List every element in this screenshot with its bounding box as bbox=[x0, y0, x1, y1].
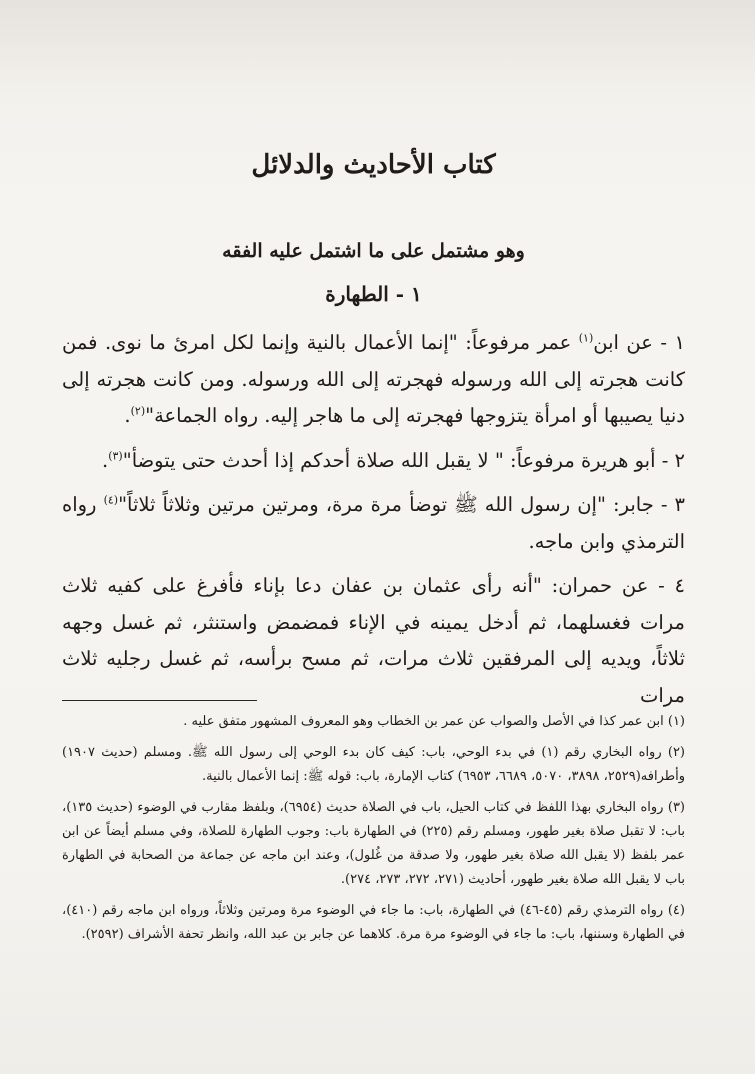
hadith-number: ٤ bbox=[674, 574, 685, 597]
hadith-number: ٣ bbox=[674, 493, 685, 516]
hadith-1 bbox=[62, 325, 685, 435]
hadith-text: عمر مرفوعاً: "إنما الأعمال بالنية وإنما لكل امرئ ما نوى. فمن كانت هجرته إلى الله ورسوله فهجرته إلى الله ورسوله. ومن كانت هجرته إلى دنيا يصيبها أو امرأة يتزوجها فهجرته إلى ما هاجر إليه. رواه الجماعة" bbox=[62, 331, 685, 427]
hadith-text: - أبو هريرة مرفوعاً: " لا يقبل الله صلاة أحدكم إذا أحدث حتى يتوضأ" bbox=[122, 448, 675, 472]
footnote-ref: (٣) bbox=[108, 449, 123, 462]
section-subtitle: وهو مشتمل على ما اشتمل عليه الفقه bbox=[222, 240, 525, 262]
hadith-text: - عن ابن bbox=[593, 331, 675, 354]
hadith-text: . bbox=[124, 404, 131, 427]
footnote-1: (١) ابن عمر كذا في الأصل والصواب عن عمر بن الخطاب وهو المعروف المشهور متفق عليه . bbox=[183, 714, 685, 729]
hadith-text: رواه الترمذي وابن ماجه. bbox=[62, 493, 685, 553]
footnote-ref: (١) bbox=[578, 331, 594, 345]
footnote-separator bbox=[62, 700, 257, 701]
hadith-number: ١ bbox=[674, 331, 685, 354]
footnote-ref: (٤) bbox=[103, 493, 119, 507]
footnote-4: (٤) رواه الترمذي رقم (٤٥-٤٦) في الطهارة، باب: ما جاء في الوضوء مرة ومرتين وثلاثاً، ورواه ابن ماجه رقم (٤١٠)، في الطهارة وسننها، باب: ما جاء في الوضوء مرة مرة. كلاهما عن جابر بن عبد الله، وانظر تحفة الأشراف (٢٥٩٢). bbox=[62, 903, 685, 942]
footnotes bbox=[62, 710, 685, 954]
hadith-text: - جابر: "إن رسول الله ﷺ توضأ مرة مرة، ومرتين مرتين وثلاثاً ثلاثاً" bbox=[118, 493, 675, 516]
footnote-2: (٢) رواه البخاري رقم (١) في بدء الوحي، باب: كيف كان بدء الوحي إلى رسول الله ﷺ. ومسلم (حديث ١٩٠٧) وأطرافه(٢٥٢٩، ٣٨٩٨، ٥٠٧٠، ٦٦٨٩، ٦٩٥٣) كتاب الإمارة، باب: قوله ﷺ: إنما الأعمال بالنية. bbox=[62, 745, 685, 784]
hadith-text: . bbox=[102, 448, 109, 472]
hadith-3 bbox=[62, 487, 685, 560]
chapter-heading: ١ - الطهارة bbox=[325, 282, 422, 306]
hadith-4 bbox=[62, 568, 685, 714]
hadith-2 bbox=[62, 443, 685, 480]
footnote-3: (٣) رواه البخاري بهذا اللفظ في كتاب الحيل، باب في الصلاة حديث (٦٩٥٤)، وبلفظ مقارب في الوضوء (حديث ١٣٥)، باب: لا تقبل صلاة بغير طهور، ومسلم رقم (٢٢٥) في الطهارة باب: وجوب الطهارة للصلاة، وفي مسلم أيضاً عن ابن عمر بلفظ (لا يقبل الله صلاة بغير طهور، ولا صدقة من غُلول)، وعند ابن ماجه عن جماعة من الصحابة في الطهارة باب لا يقبل الله صلاة بغير طهور، أحاديث (٢٧١، ٢٧٢، ٢٧٣، ٢٧٤). bbox=[62, 800, 685, 887]
show-through-shadow bbox=[0, 0, 755, 95]
footnote-ref: (٢) bbox=[130, 404, 146, 418]
book-title: كتاب الأحاديث والدلائل bbox=[251, 150, 496, 180]
hadith-list bbox=[62, 325, 685, 722]
hadith-text: - عن حمران: "أنه رأى عثمان بن عفان دعا بإناء فأفرغ على كفيه ثلاث مرات فغسلهما، ثم أدخل يمينه في الإناء فمضمض واستنثر، ثم غسل وجهه ثلاثاً، ويديه إلى المرفقين ثلاث مرات، ثم مسح برأسه، ثم غسل رجليه ثلاث مرات bbox=[62, 574, 685, 707]
hadith-number: ٢ bbox=[674, 448, 685, 472]
